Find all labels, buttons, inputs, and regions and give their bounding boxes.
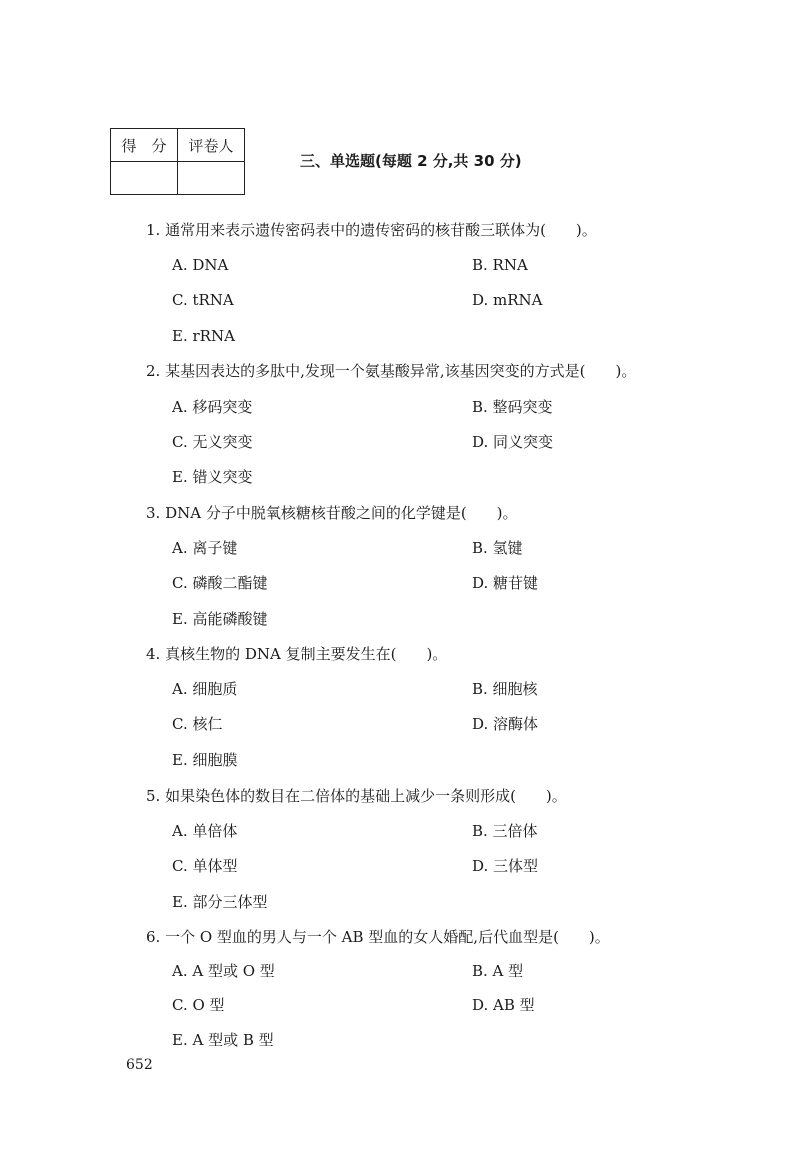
option: A. 离子键 (172, 539, 238, 557)
question-stem: 2. 某基因表达的多肽中,发现一个氨基酸异常,该基因突变的方式是( )。 (146, 362, 637, 380)
option: C. 磷酸二酯键 (172, 574, 268, 592)
option: D. mRNA (472, 291, 543, 309)
grader-cell (178, 162, 245, 195)
option: C. 核仁 (172, 715, 223, 733)
grader-header: 评卷人 (178, 129, 245, 162)
score-cell (111, 162, 178, 195)
page-number: 652 (126, 1057, 153, 1073)
section-title: 三、单选题(每题 2 分,共 30 分) (300, 152, 522, 170)
option: A. DNA (172, 256, 229, 274)
question-stem: 3. DNA 分子中脱氧核糖核苷酸之间的化学键是( )。 (146, 504, 518, 522)
question-stem: 6. 一个 O 型血的男人与一个 AB 型血的女人婚配,后代血型是( )。 (146, 928, 610, 946)
option: E. 错义突变 (172, 468, 253, 486)
option: C. 无义突变 (172, 433, 253, 451)
option: D. 糖苷键 (472, 574, 539, 592)
option: A. 细胞质 (172, 680, 238, 698)
option: E. 高能磷酸键 (172, 610, 268, 628)
option: B. 三倍体 (472, 822, 538, 840)
option: D. 同义突变 (472, 433, 554, 451)
option: A. 移码突变 (172, 398, 253, 416)
option: D. AB 型 (472, 996, 535, 1014)
option: B. A 型 (472, 962, 524, 980)
option: B. 整码突变 (472, 398, 553, 416)
question-stem: 5. 如果染色体的数目在二倍体的基础上减少一条则形成( )。 (146, 787, 567, 805)
option: E. 细胞膜 (172, 751, 238, 769)
option: C. 单体型 (172, 857, 238, 875)
option: A. A 型或 O 型 (172, 962, 275, 980)
option: E. A 型或 B 型 (172, 1031, 274, 1049)
option: E. rRNA (172, 327, 235, 345)
question-stem: 4. 真核生物的 DNA 复制主要发生在( )。 (146, 645, 448, 663)
option: B. RNA (472, 256, 528, 274)
option: B. 细胞核 (472, 680, 538, 698)
option: B. 氢键 (472, 539, 523, 557)
score-header: 得 分 (111, 129, 178, 162)
option: A. 单倍体 (172, 822, 238, 840)
option: D. 三体型 (472, 857, 539, 875)
option: C. tRNA (172, 291, 234, 309)
option: C. O 型 (172, 996, 225, 1014)
score-table (110, 128, 245, 195)
question-stem: 1. 通常用来表示遗传密码表中的遗传密码的核苷酸三联体为( )。 (146, 221, 597, 239)
option: E. 部分三体型 (172, 893, 268, 911)
option: D. 溶酶体 (472, 715, 539, 733)
